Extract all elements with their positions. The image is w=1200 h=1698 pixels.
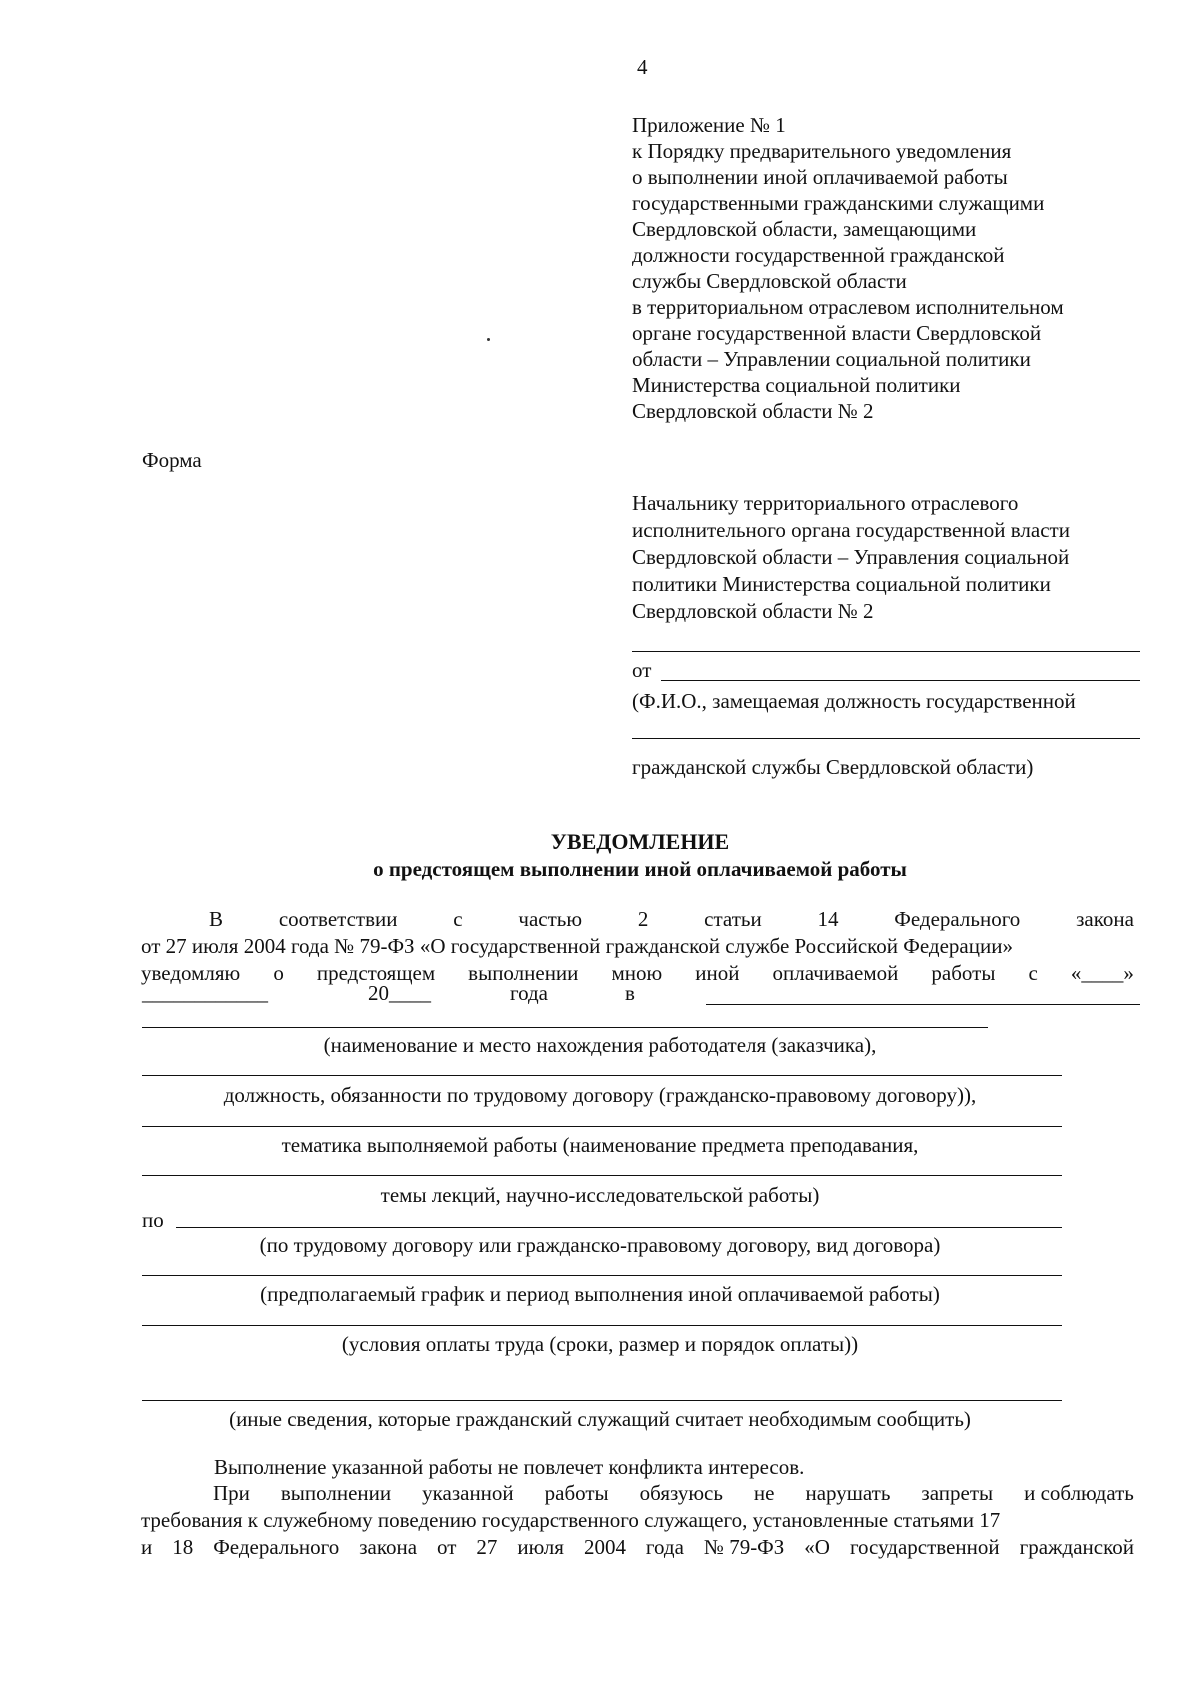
addressee-block xyxy=(632,490,1070,625)
closing-line-2 xyxy=(141,1480,1134,1507)
word: 14 xyxy=(817,907,839,931)
document-title: УВЕДОМЛЕНИЕ xyxy=(550,829,730,854)
lectures-line xyxy=(142,1175,1062,1176)
word: обязуюсь xyxy=(639,1481,723,1505)
word: «О xyxy=(804,1535,830,1559)
from-name-line xyxy=(661,680,1140,681)
caption-schedule: (предполагаемый график и период выполнения иной оплачиваемой работы) xyxy=(260,1282,940,1306)
word: работы xyxy=(544,1481,609,1505)
word: 2004 xyxy=(583,1535,626,1559)
date-month-blank: ____________ xyxy=(142,981,268,1005)
date-year-blank: 20____ xyxy=(368,981,431,1005)
word: мною xyxy=(611,961,663,985)
appendix-line: Приложение № 1 xyxy=(632,113,786,137)
closing-paragraph xyxy=(141,1480,1134,1561)
word: с xyxy=(1028,961,1038,985)
appendix-line: области – Управлении социальной политики xyxy=(632,347,1031,371)
word: запреты xyxy=(921,1481,994,1505)
body-line-1 xyxy=(141,906,1134,933)
year-word: года xyxy=(510,981,548,1005)
caption-contract: (по трудовому договору или гражданско-правовому договору, вид договора) xyxy=(259,1233,941,1257)
appendix-line: органе государственной власти Свердловской xyxy=(632,321,1042,345)
closing-line-4 xyxy=(141,1534,1134,1561)
appendix-line: службы Свердловской области xyxy=(632,269,907,293)
caption-topic: тематика выполняемой работы (наименование предмета преподавания, xyxy=(281,1133,919,1157)
appendix-line: в территориальном отраслевом исполнительном xyxy=(632,295,1064,319)
body-line-2 xyxy=(141,933,1134,960)
employer-line xyxy=(706,1004,1140,1005)
word: выполнении xyxy=(280,1481,392,1505)
signature-line xyxy=(632,651,1140,652)
from-caption-1: (Ф.И.О., замещаемая должность государственной xyxy=(632,689,1076,713)
appendix-line: Министерства социальной политики xyxy=(632,373,961,397)
appendix-line: о выполнении иной оплачиваемой работы xyxy=(632,165,1008,189)
word: 2 xyxy=(637,907,649,931)
caption-payment: (условия оплаты труда (сроки, размер и порядок оплаты)) xyxy=(341,1332,859,1356)
addressee-line: исполнительного органа государственной власти xyxy=(632,518,1070,542)
word: государственной xyxy=(849,1535,1000,1559)
law-reference: от 27 июля 2004 года № 79-ФЗ «О государственной гражданской службе Российской Федерации» xyxy=(141,934,1013,958)
form-label: Форма xyxy=(142,448,202,472)
word: о xyxy=(273,961,284,985)
word: не xyxy=(753,1481,775,1505)
word: работы xyxy=(931,961,996,985)
position-line xyxy=(632,738,1140,739)
word: и соблюдать xyxy=(1024,1481,1134,1505)
word: уведомляю xyxy=(141,961,241,985)
word: закона xyxy=(1076,907,1134,931)
payment-line xyxy=(142,1325,1062,1326)
schedule-line xyxy=(142,1275,1062,1276)
word: закона xyxy=(359,1535,418,1559)
other-info-line xyxy=(142,1400,1062,1401)
word: оплачиваемой xyxy=(772,961,899,985)
word: указанной xyxy=(422,1481,514,1505)
word: соответствии xyxy=(278,907,398,931)
word: 18 xyxy=(172,1535,194,1559)
word: и xyxy=(141,1535,153,1559)
addressee-line: Свердловской области – Управления социальной xyxy=(632,545,1070,569)
closing-requirements: требования к служебному поведению государственного служащего, установленные статьями 17 xyxy=(141,1508,1001,1532)
appendix-block xyxy=(632,112,1064,424)
word: Федерального xyxy=(213,1535,340,1559)
from-caption-2: гражданской службы Свердловской области) xyxy=(632,755,1034,779)
appendix-line: Свердловской области № 2 xyxy=(632,399,874,423)
body-paragraph xyxy=(141,906,1134,987)
addressee-line: Начальнику территориального отраслевого xyxy=(632,491,1019,515)
po-prefix: по xyxy=(142,1208,164,1232)
appendix-line: Свердловской области, замещающими xyxy=(632,217,977,241)
word: с xyxy=(453,907,463,931)
closing-statement: Выполнение указанной работы не повлечет конфликта интересов. xyxy=(214,1455,805,1479)
word: гражданской xyxy=(1019,1535,1134,1559)
duties-line xyxy=(142,1075,1062,1076)
caption-employer: (наименование и место нахождения работодателя (заказчика), xyxy=(323,1033,877,1057)
addressee-line: Свердловской области № 2 xyxy=(632,599,874,623)
appendix-line: должности государственной гражданской xyxy=(632,243,1005,267)
appendix-line: государственными гражданскими служащими xyxy=(632,191,1045,215)
word: нарушать xyxy=(805,1481,891,1505)
scan-dot xyxy=(487,338,490,341)
word: При xyxy=(213,1481,250,1505)
employer-line-2 xyxy=(142,1027,988,1028)
word: выполнении xyxy=(468,961,579,985)
word: от xyxy=(437,1535,457,1559)
page-number: 4 xyxy=(637,55,648,79)
word: № 79-ФЗ xyxy=(703,1535,785,1559)
contract-line xyxy=(176,1227,1062,1228)
from-prefix: от xyxy=(632,658,652,682)
word: частью xyxy=(518,907,583,931)
word: статьи xyxy=(704,907,762,931)
document-subtitle: о предстоящем выполнении иной оплачиваемой работы xyxy=(373,857,907,881)
word: предстоящем xyxy=(316,961,436,985)
closing-line-3 xyxy=(141,1507,1134,1534)
in-word: в xyxy=(625,981,635,1005)
word: 27 xyxy=(476,1535,498,1559)
caption-other-info: (иные сведения, которые гражданский служащий считает необходимым сообщить) xyxy=(229,1407,971,1431)
caption-duties: должность, обязанности по трудовому договору (гражданско-правовому договору)), xyxy=(223,1083,977,1107)
word: июля xyxy=(517,1535,564,1559)
body-line-3 xyxy=(141,960,1134,987)
appendix-line: к Порядку предварительного уведомления xyxy=(632,139,1012,163)
word: года xyxy=(645,1535,684,1559)
date-day-blank: «____» xyxy=(1070,961,1134,985)
caption-lectures: темы лекций, научно-исследовательской работы) xyxy=(380,1183,820,1207)
topic-line xyxy=(142,1126,1062,1127)
word: иной xyxy=(695,961,740,985)
addressee-line: политики Министерства социальной политики xyxy=(632,572,1051,596)
word: Федерального xyxy=(894,907,1021,931)
word: В xyxy=(209,907,224,931)
